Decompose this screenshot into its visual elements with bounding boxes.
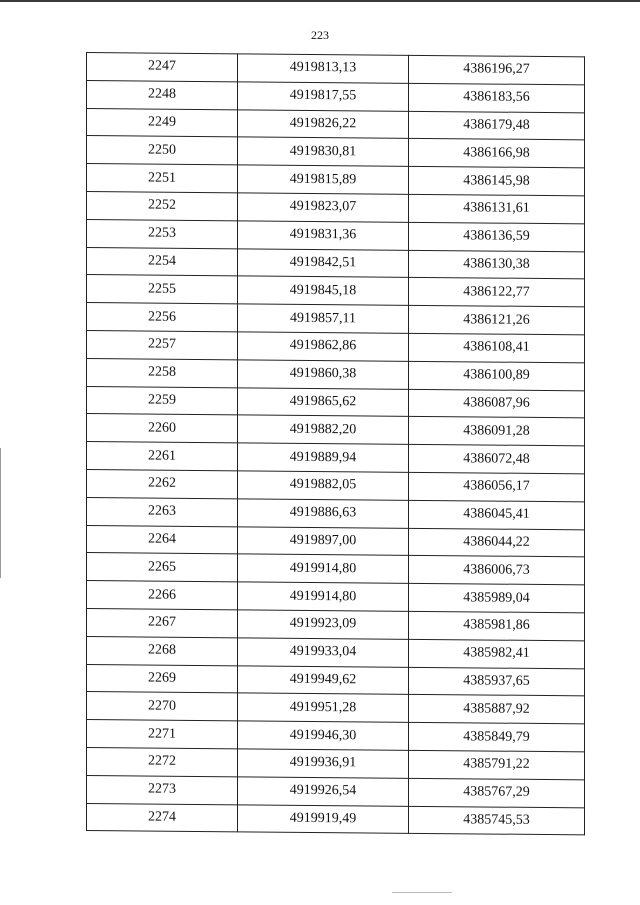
point-number-cell: 2262 <box>87 469 238 498</box>
point-number-cell: 2256 <box>87 303 238 332</box>
point-number-cell: 2255 <box>87 275 238 304</box>
y-coordinate-cell: 4386196,27 <box>409 55 585 84</box>
y-coordinate-cell: 4386006,73 <box>409 556 585 585</box>
table-row <box>87 581 585 613</box>
x-coordinate-cell: 4919936,91 <box>238 749 409 778</box>
point-number-cell: 2254 <box>87 247 238 276</box>
table-row <box>87 469 585 501</box>
point-number-cell: 2257 <box>87 330 238 359</box>
point-number-cell: 2261 <box>87 442 238 471</box>
table-row <box>87 636 585 668</box>
coordinates-table-body <box>87 53 585 836</box>
table-row <box>87 358 585 390</box>
x-coordinate-cell: 4919865,62 <box>238 387 409 416</box>
y-coordinate-cell: 4386091,28 <box>409 417 585 446</box>
x-coordinate-cell: 4919926,54 <box>238 777 409 806</box>
point-number-cell: 2260 <box>87 414 238 443</box>
table-row <box>87 775 585 807</box>
x-coordinate-cell: 4919889,94 <box>238 443 409 472</box>
table-row <box>87 53 585 85</box>
point-number-cell: 2251 <box>87 164 238 193</box>
x-coordinate-cell: 4919857,11 <box>238 304 409 333</box>
table-row <box>87 136 585 168</box>
y-coordinate-cell: 4385791,22 <box>409 750 585 779</box>
y-coordinate-cell: 4385849,79 <box>409 722 585 751</box>
point-number-cell: 2250 <box>87 136 238 165</box>
point-number-cell: 2253 <box>87 219 238 248</box>
x-coordinate-cell: 4919886,63 <box>238 499 409 528</box>
y-coordinate-cell: 4386045,41 <box>409 500 585 529</box>
y-coordinate-cell: 4386130,38 <box>409 250 585 279</box>
point-number-cell: 2274 <box>87 803 238 832</box>
y-coordinate-cell: 4386136,59 <box>409 222 585 251</box>
x-coordinate-cell: 4919933,04 <box>238 638 409 667</box>
page-number: 223 <box>311 28 329 42</box>
y-coordinate-cell: 4385767,29 <box>409 778 585 807</box>
table-row <box>87 303 585 335</box>
table-row <box>87 386 585 418</box>
table-row <box>87 692 585 724</box>
y-coordinate-cell: 4386087,96 <box>409 389 585 418</box>
y-coordinate-cell: 4386121,26 <box>409 305 585 334</box>
y-coordinate-cell: 4386100,89 <box>409 361 585 390</box>
table-row <box>87 164 585 196</box>
table-row <box>87 497 585 529</box>
y-coordinate-cell: 4386183,56 <box>409 83 585 112</box>
point-number-cell: 2268 <box>87 636 238 665</box>
y-coordinate-cell: 4386044,22 <box>409 528 585 557</box>
table-row <box>87 720 585 752</box>
y-coordinate-cell: 4385937,65 <box>409 667 585 696</box>
y-coordinate-cell: 4385989,04 <box>409 583 585 612</box>
x-coordinate-cell: 4919813,13 <box>238 54 409 83</box>
point-number-cell: 2269 <box>87 664 238 693</box>
y-coordinate-cell: 4386056,17 <box>409 472 585 501</box>
y-coordinate-cell: 4386122,77 <box>409 278 585 307</box>
table-row <box>87 275 585 307</box>
table-row <box>87 414 585 446</box>
x-coordinate-cell: 4919826,22 <box>238 109 409 138</box>
point-number-cell: 2263 <box>87 497 238 526</box>
table-row <box>87 108 585 140</box>
table-row <box>87 219 585 251</box>
y-coordinate-cell: 4386072,48 <box>409 444 585 473</box>
x-coordinate-cell: 4919823,07 <box>238 193 409 222</box>
x-coordinate-cell: 4919815,89 <box>238 165 409 194</box>
y-coordinate-cell: 4386108,41 <box>409 333 585 362</box>
point-number-cell: 2270 <box>87 692 238 721</box>
point-number-cell: 2273 <box>87 775 238 804</box>
y-coordinate-cell: 4385981,86 <box>409 611 585 640</box>
point-number-cell: 2266 <box>87 581 238 610</box>
table-row <box>87 80 585 112</box>
y-coordinate-cell: 4386145,98 <box>409 167 585 196</box>
x-coordinate-cell: 4919830,81 <box>238 137 409 166</box>
x-coordinate-cell: 4919882,20 <box>238 415 409 444</box>
x-coordinate-cell: 4919914,80 <box>238 554 409 583</box>
point-number-cell: 2271 <box>87 720 238 749</box>
x-coordinate-cell: 4919831,36 <box>238 221 409 250</box>
x-coordinate-cell: 4919845,18 <box>238 276 409 305</box>
point-number-cell: 2265 <box>87 553 238 582</box>
x-coordinate-cell: 4919951,28 <box>238 693 409 722</box>
x-coordinate-cell: 4919923,09 <box>238 610 409 639</box>
x-coordinate-cell: 4919946,30 <box>238 721 409 750</box>
scan-top-border <box>0 0 640 2</box>
table-row <box>87 525 585 557</box>
x-coordinate-cell: 4919914,80 <box>238 582 409 611</box>
x-coordinate-cell: 4919897,00 <box>238 526 409 555</box>
table-row <box>87 330 585 362</box>
table-row <box>87 442 585 474</box>
point-number-cell: 2247 <box>87 53 238 82</box>
point-number-cell: 2259 <box>87 386 238 415</box>
point-number-cell: 2249 <box>87 108 238 137</box>
y-coordinate-cell: 4386179,48 <box>409 111 585 140</box>
x-coordinate-cell: 4919862,86 <box>238 332 409 361</box>
point-number-cell: 2248 <box>87 80 238 109</box>
table-row <box>87 803 585 835</box>
y-coordinate-cell: 4386166,98 <box>409 139 585 168</box>
x-coordinate-cell: 4919842,51 <box>238 248 409 277</box>
point-number-cell: 2258 <box>87 358 238 387</box>
x-coordinate-cell: 4919817,55 <box>238 82 409 111</box>
coordinates-table <box>86 52 585 836</box>
point-number-cell: 2267 <box>87 608 238 637</box>
x-coordinate-cell: 4919949,62 <box>238 665 409 694</box>
point-number-cell: 2272 <box>87 747 238 776</box>
point-number-cell: 2252 <box>87 191 238 220</box>
y-coordinate-cell: 4385982,41 <box>409 639 585 668</box>
y-coordinate-cell: 4386131,61 <box>409 194 585 223</box>
table-row <box>87 747 585 779</box>
y-coordinate-cell: 4385887,92 <box>409 695 585 724</box>
x-coordinate-cell: 4919860,38 <box>238 360 409 389</box>
scan-left-edge-mark <box>0 448 1 578</box>
scan-bottom-mark <box>392 892 452 893</box>
table-row <box>87 608 585 640</box>
point-number-cell: 2264 <box>87 525 238 554</box>
y-coordinate-cell: 4385745,53 <box>409 806 585 835</box>
x-coordinate-cell: 4919919,49 <box>238 804 409 833</box>
table-row <box>87 553 585 585</box>
table-row <box>87 191 585 223</box>
x-coordinate-cell: 4919882,05 <box>238 471 409 500</box>
table-row <box>87 247 585 279</box>
table-row <box>87 664 585 696</box>
